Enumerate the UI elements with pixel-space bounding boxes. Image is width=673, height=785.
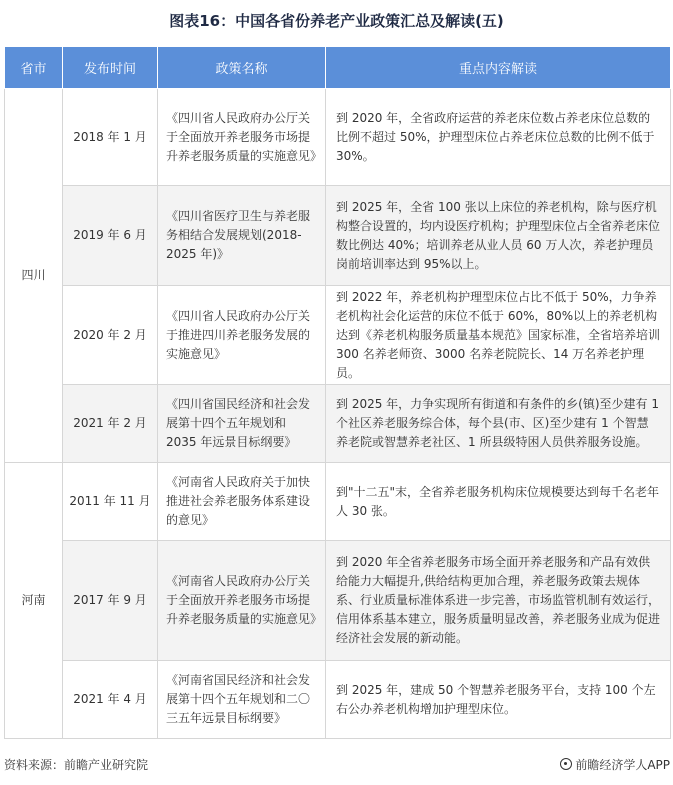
content-cell: 到 2022 年，养老机构护理型床位占比不低于 50%，力争养老机构社会化运营的床位不低于 60%，80%以上的养老机构达到《养老机构服务质量基本规范》国家标准，全省培养培训 300 名养老师资、3000 名养老院院长、14 万名养老护理员。 bbox=[326, 286, 671, 385]
content-cell: 到 2020 年全省养老服务市场全面开养老服务和产品有效供给能力大幅提升,供给结构更加合理，养老服务政策去规体系、行业质量标准体系进一步完善，市场监管机制有效运行，信用体系基本建立，服务质量明显改善，养老服务业成为促进经济社会发展的新动能。 bbox=[326, 541, 671, 661]
content-cell: 到 2020 年，全省政府运营的养老床位数占养老床位总数的比例不超过 50%，护理型床位占养老床位总数的比例不低于 30%。 bbox=[326, 89, 671, 186]
table-row bbox=[5, 89, 671, 186]
date-cell: 2018 年 1 月 bbox=[63, 89, 158, 186]
province-cell: 四川 bbox=[5, 89, 63, 463]
date-cell: 2011 年 11 月 bbox=[63, 463, 158, 541]
header-date: 发布时间 bbox=[63, 47, 158, 89]
table-row bbox=[5, 286, 671, 385]
policy-name-cell: 《河南省国民经济和社会发展第十四个五年规划和二〇三五年远景目标纲要》 bbox=[158, 661, 326, 739]
table-row bbox=[5, 661, 671, 739]
date-cell: 2020 年 2 月 bbox=[63, 286, 158, 385]
date-cell: 2019 年 6 月 bbox=[63, 186, 158, 286]
header-policy-name: 政策名称 bbox=[158, 47, 326, 89]
policy-name-cell: 《四川省医疗卫生与养老服务相结合发展规划(2018-2025 年)》 bbox=[158, 186, 326, 286]
date-cell: 2021 年 2 月 bbox=[63, 385, 158, 463]
content-cell: 到 2025 年，全省 100 张以上床位的养老机构，除与医疗机构整合设置的，均内设医疗机构；护理型床位占全省养老床位数比例达 40%；培训养老从业人员 60 万人次，养老护理员岗前培训率达到 95%以上。 bbox=[326, 186, 671, 286]
date-cell: 2017 年 9 月 bbox=[63, 541, 158, 661]
content-cell: 到"十二五"末，全省养老服务机构床位规模要达到每千名老年人 30 张。 bbox=[326, 463, 671, 541]
source-note: 资料来源：前瞻产业研究院 bbox=[4, 758, 149, 772]
policy-name-cell: 《四川省国民经济和社会发展第十四个五年规划和 2035 年远景目标纲要》 bbox=[158, 385, 326, 463]
policy-name-cell: 《河南省人民政府办公厅关于全面放开养老服务市场提升养老服务质量的实施意见》 bbox=[158, 541, 326, 661]
brand-text: 前瞻经济学人APP bbox=[575, 758, 670, 772]
province-cell: 河南 bbox=[5, 463, 63, 739]
table-row bbox=[5, 385, 671, 463]
date-cell: 2021 年 4 月 bbox=[63, 661, 158, 739]
header-province: 省市 bbox=[5, 47, 63, 89]
weibo-icon bbox=[560, 758, 572, 770]
table-row bbox=[5, 463, 671, 541]
table-header-row bbox=[5, 47, 671, 89]
header-key-content: 重点内容解读 bbox=[326, 47, 671, 89]
content-cell: 到 2025 年，建成 50 个智慧养老服务平台，支持 100 个左右公办养老机构增加护理型床位。 bbox=[326, 661, 671, 739]
content-cell: 到 2025 年，力争实现所有街道和有条件的乡(镇)至少建有 1 个社区养老服务综合体，每个县(市、区)至少建有 1 个智慧养老院或智慧养老社区、1 所县级特困人员供养服务设施。 bbox=[326, 385, 671, 463]
policy-table bbox=[4, 46, 671, 739]
policy-name-cell: 《河南省人民政府关于加快推进社会养老服务体系建设的意见》 bbox=[158, 463, 326, 541]
brand-label bbox=[560, 756, 670, 774]
footer bbox=[4, 756, 670, 774]
page-title: 图表16：中国各省份养老产业政策汇总及解读(五) bbox=[169, 12, 504, 30]
table-row bbox=[5, 541, 671, 661]
policy-name-cell: 《四川省人民政府办公厅关于全面放开养老服务市场提升养老服务质量的实施意见》 bbox=[158, 89, 326, 186]
policy-name-cell: 《四川省人民政府办公厅关于推进四川养老服务发展的实施意见》 bbox=[158, 286, 326, 385]
table-row bbox=[5, 186, 671, 286]
